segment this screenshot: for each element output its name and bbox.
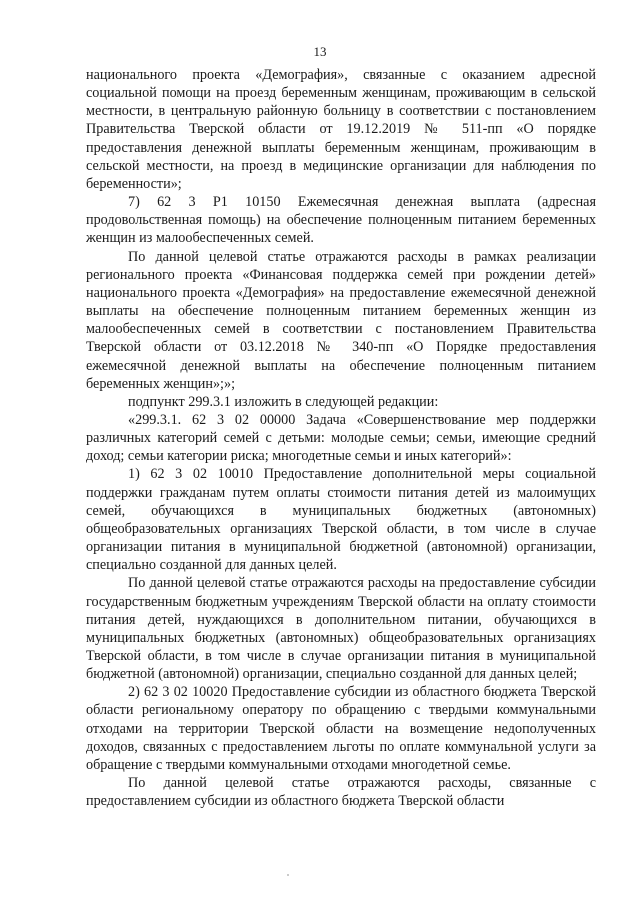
scan-speck (287, 874, 289, 876)
paragraph: По данной целевой статье отражаются расходы, связанные с предоставлением субсидии из областного бюджета Тверской области (86, 775, 596, 810)
paragraph: По данной целевой статье отражаются расходы на предоставление субсидии государственным бюджетным учреждениям Тверской области на оплату стоимости питания детей, нуждающихся в дополнительном питании, обучающихся в муниципальных бюджетных (автономных) общеобразовательных организациях Тверской области, в том числе в случае организации питания в муниципальной бюджетной (автономной) организации, специально созданной для данных целей; (86, 575, 596, 683)
paragraph: 2) 62 3 02 10020 Предоставление субсидии из областного бюджета Тверской области региональному оператору по обращению с твердыми коммунальными отходами на территории Тверской области на возмещение недополученных доходов, связанных с предоставлением льготы по оплате коммунальной услуги за обращение с твердыми коммунальными отходами многодетной семье. (86, 684, 596, 773)
page-number: 13 (313, 44, 327, 59)
paragraph: «299.3.1. 62 3 02 00000 Задача «Совершенствование мер поддержки различных категорий семей с детьми: молодые семьи; семьи, имеющие средний доход; семьи категории риска; многодетные семьи и иных категорий»: (86, 411, 596, 465)
paragraph: национального проекта «Демография», связанные с оказанием адресной социальной помощи на проезд беременным женщинам, проживающим в сельской местности, в центральную районную больницу в соответствии с постановлением Правительства Тверской области от 19.12.2019 № 511-пп «О порядке предоставления денежной выплаты беременным женщинам, проживающим в сельской местности, на проезд в медицинские организации для наблюдения по беременности»; (86, 67, 596, 192)
paragraph: По данной целевой статье отражаются расходы в рамках реализации регионального проекта «Финансовая поддержка семей при рождении детей» национального проекта «Демография» на предоставление ежемесячной денежной выплаты на обеспечение полноценным питанием беременных женщин из малообеспеченных семей в соответствии с постановлением Правительства Тверской области от 03.12.2018 № 340-пп «О Порядке предоставления ежемесячной денежной выплаты на обеспечение полноценным питанием беременных женщин»;»; (86, 248, 596, 392)
paragraph: 1) 62 3 02 10010 Предоставление дополнительной меры социальной поддержки гражданам путем оплаты стоимости питания детей из малоимущих семей, обучающихся в муниципальных бюджетных (автономных) общеобразовательных организациях Тверской области, в том числе в случае организации питания в муниципальной бюджетной (автономной) организации, специально созданной для данных целей. (86, 466, 596, 574)
paragraph: подпункт 299.3.1 изложить в следующей редакции: (128, 393, 439, 410)
paragraph: 7) 62 3 P1 10150 Ежемесячная денежная выплата (адресная продовольственная помощь) на обеспечение полноценным питанием беременных женщин из малообеспеченных семей. (86, 194, 596, 247)
document-body (86, 66, 596, 810)
